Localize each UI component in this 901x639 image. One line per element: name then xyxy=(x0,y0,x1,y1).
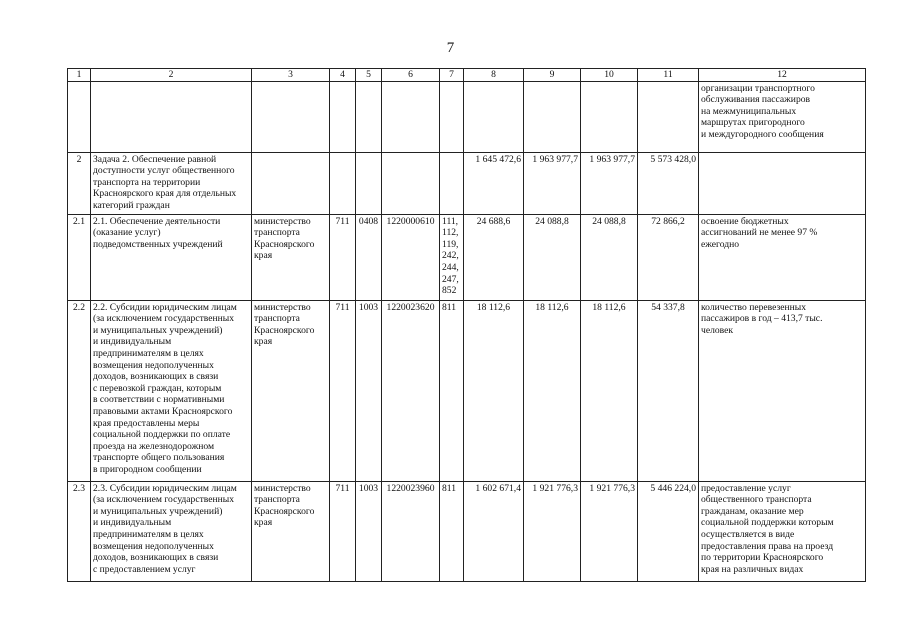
year2-value: 1 963 977,7 xyxy=(524,152,581,214)
measure-name: Задача 2. Обеспечение равной доступности услуг общественного транспорта на территории Красноярского края для отдельных категорий граждан xyxy=(91,152,252,214)
executor xyxy=(252,152,330,214)
grbs-code: 711 xyxy=(330,214,356,300)
year1-value: 18 112,6 xyxy=(464,300,524,481)
header-cell: 3 xyxy=(252,69,330,82)
header-cell: 4 xyxy=(330,69,356,82)
header-cell: 5 xyxy=(356,69,382,82)
rzpr-code xyxy=(356,152,382,214)
result-cell: освоение бюджетных ассигнований не менее 97 % ежегодно xyxy=(699,214,866,300)
measure-name: 2.2. Субсидии юридическим лицам (за исключением государственных и муниципальных учреждений) и индивидуальным предпринимателям в целях возмещения недополученных доходов, возникающих в связи с перевозкой граждан, которым в соответствии с нормативными правовыми актами Красноярского края предоставлены меры социальной поддержки по оплате проезда на железнодорожном транспорте общего пользования в пригородном сообщении xyxy=(91,300,252,481)
header-cell: 9 xyxy=(524,69,581,82)
row-number: 2.1 xyxy=(68,214,91,300)
year1-value: 1 645 472,6 xyxy=(464,152,524,214)
grbs-code: 711 xyxy=(330,481,356,581)
header-cell: 6 xyxy=(382,69,440,82)
grbs-code: 711 xyxy=(330,300,356,481)
table-row xyxy=(68,481,866,581)
measure-name: 2.3. Субсидии юридическим лицам (за исключением государственных и муниципальных учреждений) и индивидуальным предпринимателям в целях возмещения недополученных доходов, возникающих в связи с предоставлением услуг xyxy=(91,481,252,581)
year2-value: 1 921 776,3 xyxy=(524,481,581,581)
vr-code xyxy=(440,152,464,214)
rzpr-code: 1003 xyxy=(356,481,382,581)
table-row xyxy=(68,152,866,214)
year1-value: 24 688,6 xyxy=(464,214,524,300)
result-cell: количество перевезенных пассажиров в год – 413,7 тыс. человек xyxy=(699,300,866,481)
row-number: 2.2 xyxy=(68,300,91,481)
rzpr-code: 0408 xyxy=(356,214,382,300)
header-cell: 12 xyxy=(699,69,866,82)
vr-code: 111, 112, 119, 242, 244, 247, 852 xyxy=(440,214,464,300)
table-row xyxy=(68,300,866,481)
header-cell: 7 xyxy=(440,69,464,82)
result-cell: организации транспортного обслуживания пассажиров на межмуниципальных маршрутах пригородного и междугородного сообщения xyxy=(699,81,866,152)
total-value: 5 573 428,0 xyxy=(638,152,699,214)
year3-value: 1 921 776,3 xyxy=(581,481,638,581)
year3-value: 18 112,6 xyxy=(581,300,638,481)
vr-code: 811 xyxy=(440,300,464,481)
row-number: 2 xyxy=(68,152,91,214)
year3-value: 1 963 977,7 xyxy=(581,152,638,214)
page-number: 7 xyxy=(446,40,455,56)
header-cell: 1 xyxy=(68,69,91,82)
measure-name: 2.1. Обеспечение деятельности (оказание услуг) подведомственных учреждений xyxy=(91,214,252,300)
column-number-header xyxy=(68,69,866,82)
header-cell: 8 xyxy=(464,69,524,82)
rzpr-code: 1003 xyxy=(356,300,382,481)
result-cell xyxy=(699,152,866,214)
header-cell: 2 xyxy=(91,69,252,82)
vr-code: 811 xyxy=(440,481,464,581)
year2-value: 18 112,6 xyxy=(524,300,581,481)
year2-value: 24 088,8 xyxy=(524,214,581,300)
row-number: 2.3 xyxy=(68,481,91,581)
csr-code: 1220023960 xyxy=(382,481,440,581)
program-measures-table xyxy=(67,68,866,582)
table-row xyxy=(68,214,866,300)
csr-code xyxy=(382,152,440,214)
grbs-code xyxy=(330,152,356,214)
header-cell: 10 xyxy=(581,69,638,82)
year3-value: 24 088,8 xyxy=(581,214,638,300)
executor: министерство транспорта Красноярского края xyxy=(252,481,330,581)
executor: министерство транспорта Красноярского края xyxy=(252,300,330,481)
result-cell: предоставление услуг общественного транспорта гражданам, оказание мер социальной поддержки которым осуществляется в виде предоставления права на проезд по территории Красноярского края на различных видах xyxy=(699,481,866,581)
year1-value: 1 602 671,4 xyxy=(464,481,524,581)
executor: министерство транспорта Красноярского края xyxy=(252,214,330,300)
total-value: 54 337,8 xyxy=(638,300,699,481)
total-value: 72 866,2 xyxy=(638,214,699,300)
csr-code: 1220000610 xyxy=(382,214,440,300)
total-value: 5 446 224,0 xyxy=(638,481,699,581)
header-cell: 11 xyxy=(638,69,699,82)
continuation-row xyxy=(68,81,866,152)
csr-code: 1220023620 xyxy=(382,300,440,481)
